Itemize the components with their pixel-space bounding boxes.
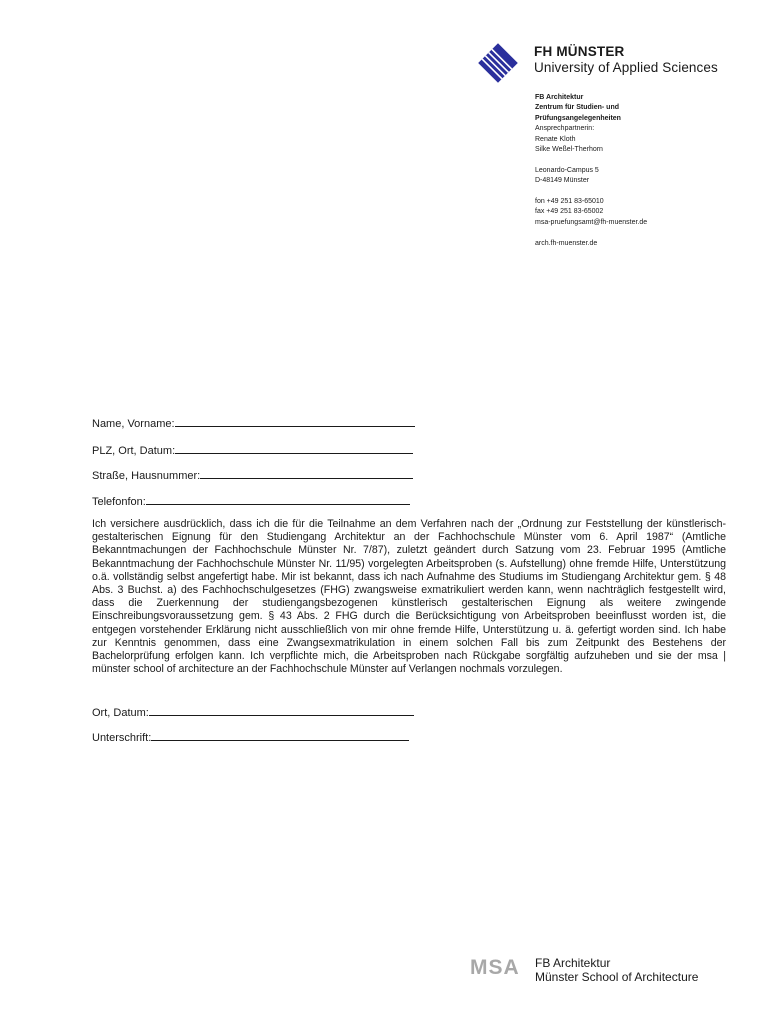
phone-field[interactable]	[92, 495, 410, 508]
contact-person-2: Silke Weßel-Therhorn	[535, 146, 603, 154]
declaration-text: Ich versichere ausdrücklich, dass ich die für die Teilnahme an dem Verfahren nach der „Ordnung zur Feststellung der künstlerisch-gestalterischen Eignung für den Studiengang Architektur an der Fachhochschule Münster vom 6. April 1987“ (Amtliche Bekanntmachungen der Fachhochschule Münster Nr. 7/87), zuletzt geändert durch Satzung vom 23. Februar 1995 (Amtliche Bekanntmachung der Fachhochschule Münster Nr. 11/95) vorgelegten Arbeitsproben (s. Aufstellung) ohne fremde Hilfe, Unterstützung o.ä. vollständig selbst angefertigt habe. Mir ist bekannt, dass ich nach Aufnahme des Studiums im Studiengang Architektur gem. § 48 Abs. 3 Buchst. a) des Fachhochschulgesetzes (FHG) zwangsweise exmatrikuliert werden kann, wenn nachträglich festgestellt wird, dass die Zuerkennung der studiengangsbezogenen künstlerisch gestalterischen Eignung als weitere zwingende Einschreibungsvoraussetzung gem. § 43 Abs. 2 FHG durch die Berücksichtigung von Arbeitsproben beeinflusst worden ist, die entgegen vorstehender Erklärung nicht ausschließlich von mir ohne fremde Hilfe, Unterstützung u. ä. gefertigt worden sind. Ich habe zur Kenntnis genommen, dass eine Zwangsexmatrikulation in einem solchen Fall bis zum Zeitpunkt des Bestehens der Bachelorprüfung erfolgen kann. Ich verpflichte mich, die Arbeitsproben nach Rückgabe sorgfältig aufzuheben und sie der msa | münster school of architecture an der Fachhochschule Münster auf Verlangen nochmals vorzulegen.	[92, 518, 726, 676]
signature-label: Unterschrift:	[92, 732, 152, 744]
fh-muenster-logo-icon	[476, 42, 520, 84]
msa-logo: MSA	[470, 956, 520, 979]
plz-field[interactable]	[92, 444, 413, 457]
contact-phone: fon +49 251 83-65010	[535, 198, 604, 206]
contact-center-line1: Zentrum für Studien- und	[535, 104, 619, 112]
contact-person-1: Renate Kloth	[535, 135, 576, 143]
contact-web: arch.fh-muenster.de	[535, 239, 598, 247]
logo-subtitle: University of Applied Sciences	[534, 59, 718, 75]
footer-line1: FB Architektur	[535, 956, 611, 970]
place-date-field[interactable]	[92, 706, 414, 719]
contact-email: msa-pruefungsamt@fh-muenster.de	[535, 218, 648, 226]
contact-fax: fax +49 251 83-65002	[535, 208, 604, 216]
logo-wordmark	[534, 45, 718, 74]
contact-center-line2: Prüfungsangelegenheiten	[535, 114, 621, 122]
contact-street: Leonardo-Campus 5	[535, 166, 599, 174]
street-field[interactable]	[92, 469, 413, 482]
street-label: Straße, Hausnummer:	[92, 470, 201, 482]
footer-line2: Münster School of Architecture	[535, 970, 699, 984]
logo-title: FH MÜNSTER	[534, 44, 625, 59]
place-date-label: Ort, Datum:	[92, 707, 149, 719]
name-line[interactable]	[175, 417, 415, 427]
plz-line[interactable]	[175, 444, 413, 454]
name-field[interactable]	[92, 417, 415, 430]
phone-line[interactable]	[146, 495, 410, 505]
name-label: Name, Vorname:	[92, 418, 175, 430]
contact-label: Ansprechpartnerin:	[535, 125, 595, 133]
footer-text	[535, 956, 698, 984]
signature-field[interactable]	[92, 731, 409, 744]
signature-line[interactable]	[151, 731, 409, 741]
contact-city: D-48149 Münster	[535, 177, 590, 185]
phone-label: Telefonfon:	[92, 496, 146, 508]
contact-dept: FB Architektur	[535, 94, 584, 101]
contact-block	[535, 93, 735, 249]
place-date-line[interactable]	[149, 706, 414, 716]
street-line[interactable]	[200, 469, 413, 479]
plz-label: PLZ, Ort, Datum:	[92, 445, 176, 457]
